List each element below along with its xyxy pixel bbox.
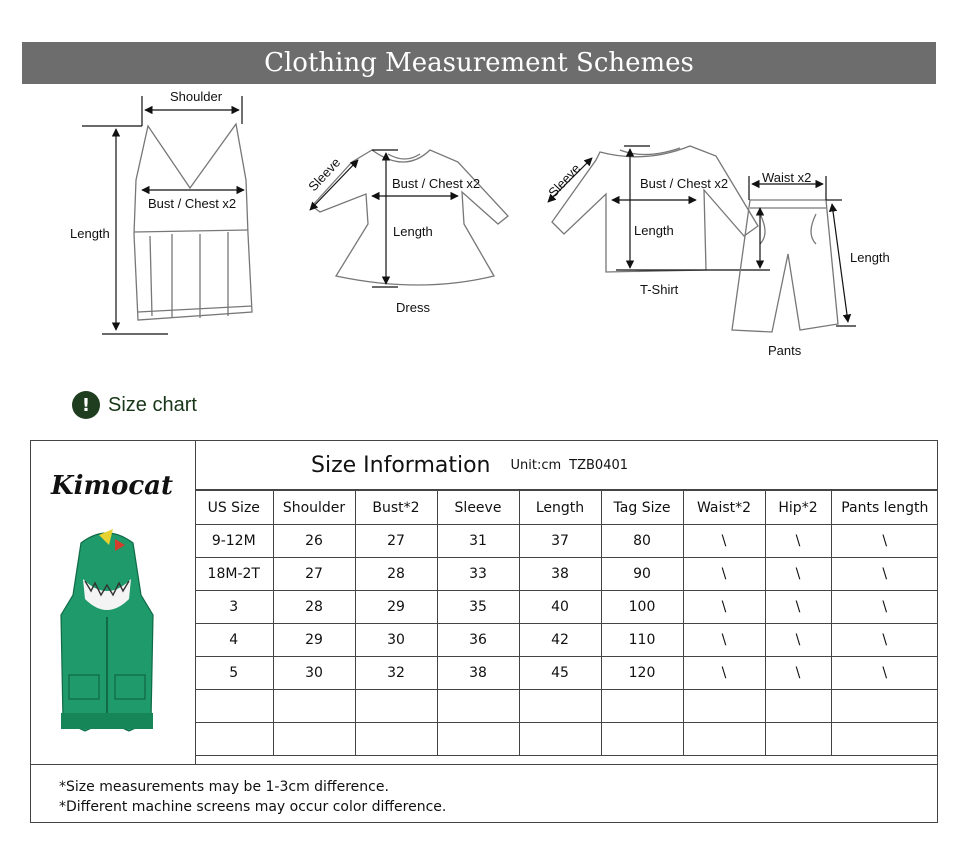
table-cell: 5 [195,657,273,690]
table-cell: \ [683,657,765,690]
tank-bust-label: Bust / Chest x2 [148,196,237,211]
table-cell: 120 [601,657,683,690]
tshirt-diagram [552,146,758,272]
table-cell [683,723,765,756]
product-code: TZB0401 [569,457,629,473]
table-cell: 90 [601,558,683,591]
table-cell: 27 [355,525,437,558]
table-cell: 30 [273,657,355,690]
table-cell [765,723,831,756]
table-cell: \ [831,591,938,624]
table-cell: 110 [601,624,683,657]
table-cell [601,690,683,723]
dress-diagram [312,150,508,285]
table-row [195,525,938,558]
dress-sleeve-label: Sleeve [305,154,344,195]
size-info-title: Size Information [311,452,491,478]
tank-top-diagram [134,124,252,320]
table-cell: 9-12M [195,525,273,558]
size-info-frame [30,440,938,823]
exclamation-icon: ! [72,391,100,419]
table-cell [831,690,938,723]
table-cell: \ [831,525,938,558]
table-cell: 45 [519,657,601,690]
col-header: Hip*2 [765,491,831,525]
table-cell: 36 [437,624,519,657]
table-cell: 29 [273,624,355,657]
unit-label: Unit:cm [510,457,562,473]
size-chart-label: Size chart [108,393,197,416]
table-cell [195,723,273,756]
brand-logo: Kimocat [51,471,174,501]
col-header: Waist*2 [683,491,765,525]
table-cell: 37 [519,525,601,558]
size-info-panel [195,441,938,764]
table-cell: 30 [355,624,437,657]
col-header: US Size [195,491,273,525]
table-cell: \ [683,624,765,657]
pants-waist-label: Waist x2 [762,170,812,185]
table-row [195,657,938,690]
table-cell: 26 [273,525,355,558]
table-cell: \ [765,591,831,624]
table-cell: 35 [437,591,519,624]
size-table-body [195,525,938,756]
col-header: Shoulder [273,491,355,525]
table-row [195,558,938,591]
size-table [195,490,938,756]
table-cell: \ [683,525,765,558]
dress-bust-label: Bust / Chest x2 [392,176,481,191]
measurement-schemes [0,84,960,374]
col-header: Tag Size [601,491,683,525]
table-cell: 80 [601,525,683,558]
table-cell: \ [831,657,938,690]
table-header-row [195,491,938,525]
table-cell: \ [765,558,831,591]
table-cell: \ [831,558,938,591]
table-cell [831,723,938,756]
table-cell: 4 [195,624,273,657]
table-cell: 28 [273,591,355,624]
table-cell: 32 [355,657,437,690]
table-cell [765,690,831,723]
table-row [195,624,938,657]
table-cell: 33 [437,558,519,591]
measurement-diagrams [0,84,960,374]
table-cell [519,690,601,723]
table-cell: 29 [355,591,437,624]
table-cell: 38 [437,657,519,690]
note-line: *Size measurements may be 1-3cm difference. [59,779,389,795]
table-row [195,690,938,723]
col-header: Pants length [831,491,938,525]
table-cell: 100 [601,591,683,624]
table-cell [519,723,601,756]
table-cell: 3 [195,591,273,624]
table-cell [437,723,519,756]
table-row [195,723,938,756]
table-cell: \ [683,558,765,591]
table-cell: 38 [519,558,601,591]
table-cell [355,690,437,723]
tshirt-bust-label: Bust / Chest x2 [640,176,729,191]
table-cell [601,723,683,756]
table-cell [355,723,437,756]
tshirt-name-label: T-Shirt [640,282,679,297]
table-cell [273,723,355,756]
table-cell: 27 [273,558,355,591]
dress-name-label: Dress [396,300,430,315]
table-cell: 28 [355,558,437,591]
hoodie-image [59,525,155,735]
note-line: *Different machine screens may occur color difference. [59,799,447,815]
table-cell [437,690,519,723]
notes [31,764,938,823]
table-cell: 40 [519,591,601,624]
table-cell: 31 [437,525,519,558]
size-chart-heading [72,390,197,420]
col-header: Bust*2 [355,491,437,525]
pants-diagram [732,200,838,332]
pants-length-label: Length [850,250,890,265]
page-banner: Clothing Measurement Schemes [22,42,936,84]
tshirt-sleeve-label: Sleeve [545,160,584,201]
table-cell: \ [765,525,831,558]
size-info-meta [511,458,637,473]
table-row [195,591,938,624]
col-header: Length [519,491,601,525]
table-cell: \ [765,624,831,657]
table-cell [195,690,273,723]
table-cell: 42 [519,624,601,657]
col-header: Sleeve [437,491,519,525]
dress-length-label: Length [393,224,433,239]
table-cell: \ [831,624,938,657]
table-cell: \ [683,591,765,624]
tank-length-label: Length [70,226,110,241]
brand-panel [31,441,196,764]
size-info-header [195,441,938,490]
table-cell [683,690,765,723]
table-cell: \ [765,657,831,690]
tank-shoulder-label: Shoulder [170,89,223,104]
pants-name-label: Pants [768,343,802,358]
tshirt-length-label: Length [634,223,674,238]
table-cell [273,690,355,723]
table-cell: 18M-2T [195,558,273,591]
